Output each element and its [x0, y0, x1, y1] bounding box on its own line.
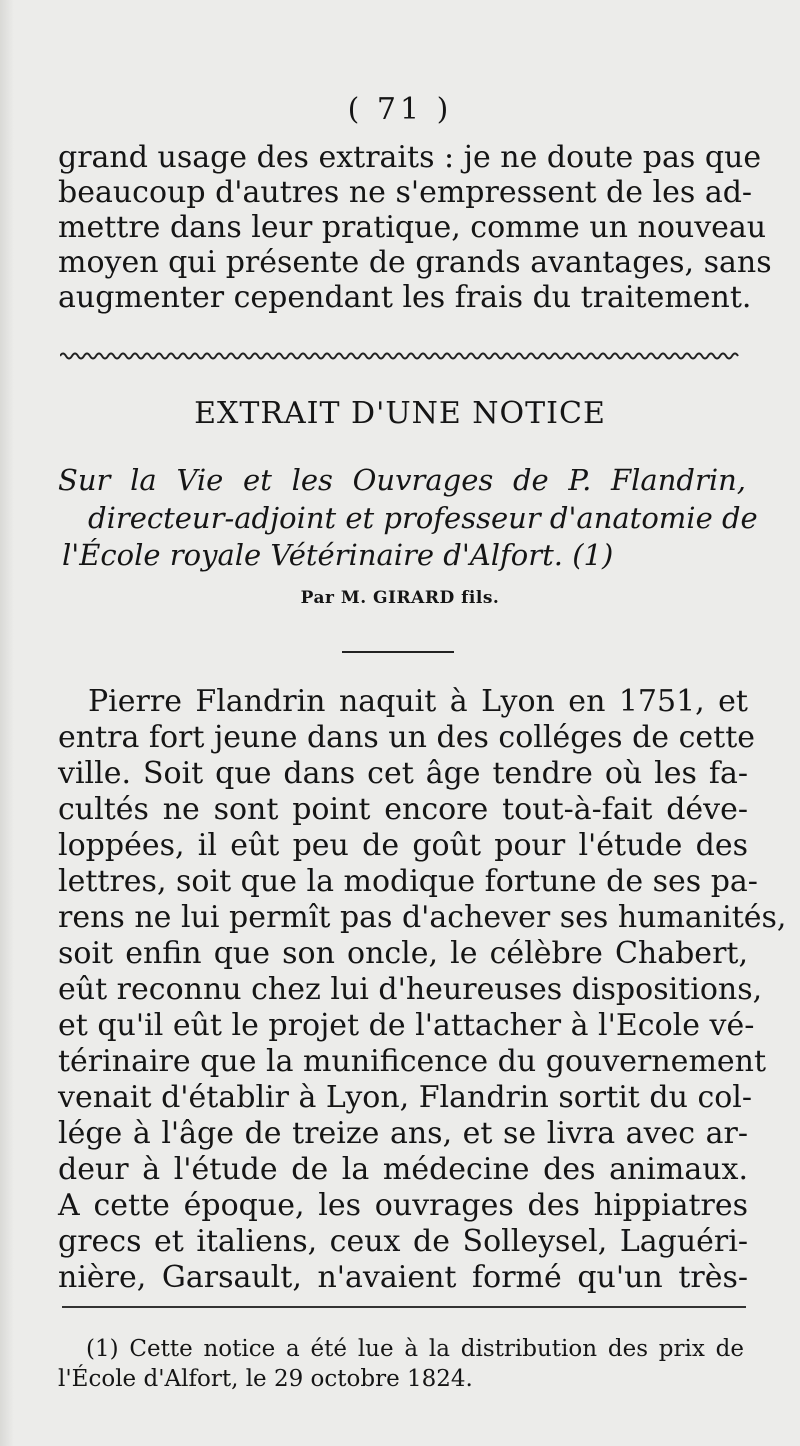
text-line: lettres, soit que la modique fortune de ses pa- [58, 864, 758, 899]
text-line: entra fort jeune dans un des colléges de cette [58, 720, 756, 755]
footnote-line: l'École d'Alfort, le 29 octobre 1824. [58, 1366, 473, 1392]
section-divider [342, 651, 454, 653]
text-line: ville. Soit que dans cet âge tendre où les fa- [58, 756, 748, 791]
text-line: lége à l'âge de treize ans, et se livra avec ar- [58, 1116, 748, 1151]
text-line: mettre dans leur pratique, comme un nouveau [58, 210, 767, 245]
ornamental-rule [60, 350, 742, 362]
footnote-divider [62, 1306, 746, 1308]
text-line: soit enfin que son oncle, le célèbre Chabert, [58, 936, 748, 971]
text-line: térinaire que la munificence du gouvernement [58, 1044, 767, 1079]
page-number: ( 71 ) [347, 92, 453, 127]
text-line: deur à l'étude de la médecine des animaux. [58, 1152, 748, 1187]
article-title: EXTRAIT D'UNE NOTICE [194, 396, 606, 431]
text-line: moyen qui présente de grands avantages, sans [58, 245, 772, 280]
article-subtitle-line: l'École royale Vétérinaire d'Alfort. (1) [62, 538, 614, 572]
article-subtitle-line: directeur-adjoint et professeur d'anatomie de [88, 501, 758, 535]
footnote-line: (1) Cette notice a été lue à la distribution des prix de [86, 1336, 744, 1362]
text-line: grand usage des extraits : je ne doute pas que [58, 140, 762, 175]
page-gutter-shadow [0, 0, 14, 1446]
article-subtitle-line: Sur la Vie et les Ouvrages de P. Flandrin, [58, 463, 746, 497]
text-line: eût reconnu chez lui d'heureuses dispositions, [58, 972, 763, 1007]
text-line: venait d'établir à Lyon, Flandrin sortit du col- [58, 1080, 753, 1115]
text-line: nière, Garsault, n'avaient formé qu'un très- [58, 1260, 748, 1295]
text-line: et qu'il eût le projet de l'attacher à l'Ecole vé- [58, 1008, 755, 1043]
text-line: Pierre Flandrin naquit à Lyon en 1751, et [88, 684, 748, 719]
text-line: A cette époque, les ouvrages des hippiatres [58, 1188, 748, 1223]
text-line: grecs et italiens, ceux de Solleysel, Laguéri- [58, 1224, 748, 1259]
text-line: rens ne lui permît pas d'achever ses humanités, [58, 900, 787, 935]
text-line: loppées, il eût peu de goût pour l'étude des [58, 828, 748, 863]
article-byline: Par M. GIRARD fils. [300, 588, 500, 608]
text-line: beaucoup d'autres ne s'empressent de les ad- [58, 175, 753, 210]
text-line: cultés ne sont point encore tout-à-fait déve- [58, 792, 748, 827]
text-line: augmenter cependant les frais du traitement. [58, 280, 752, 315]
